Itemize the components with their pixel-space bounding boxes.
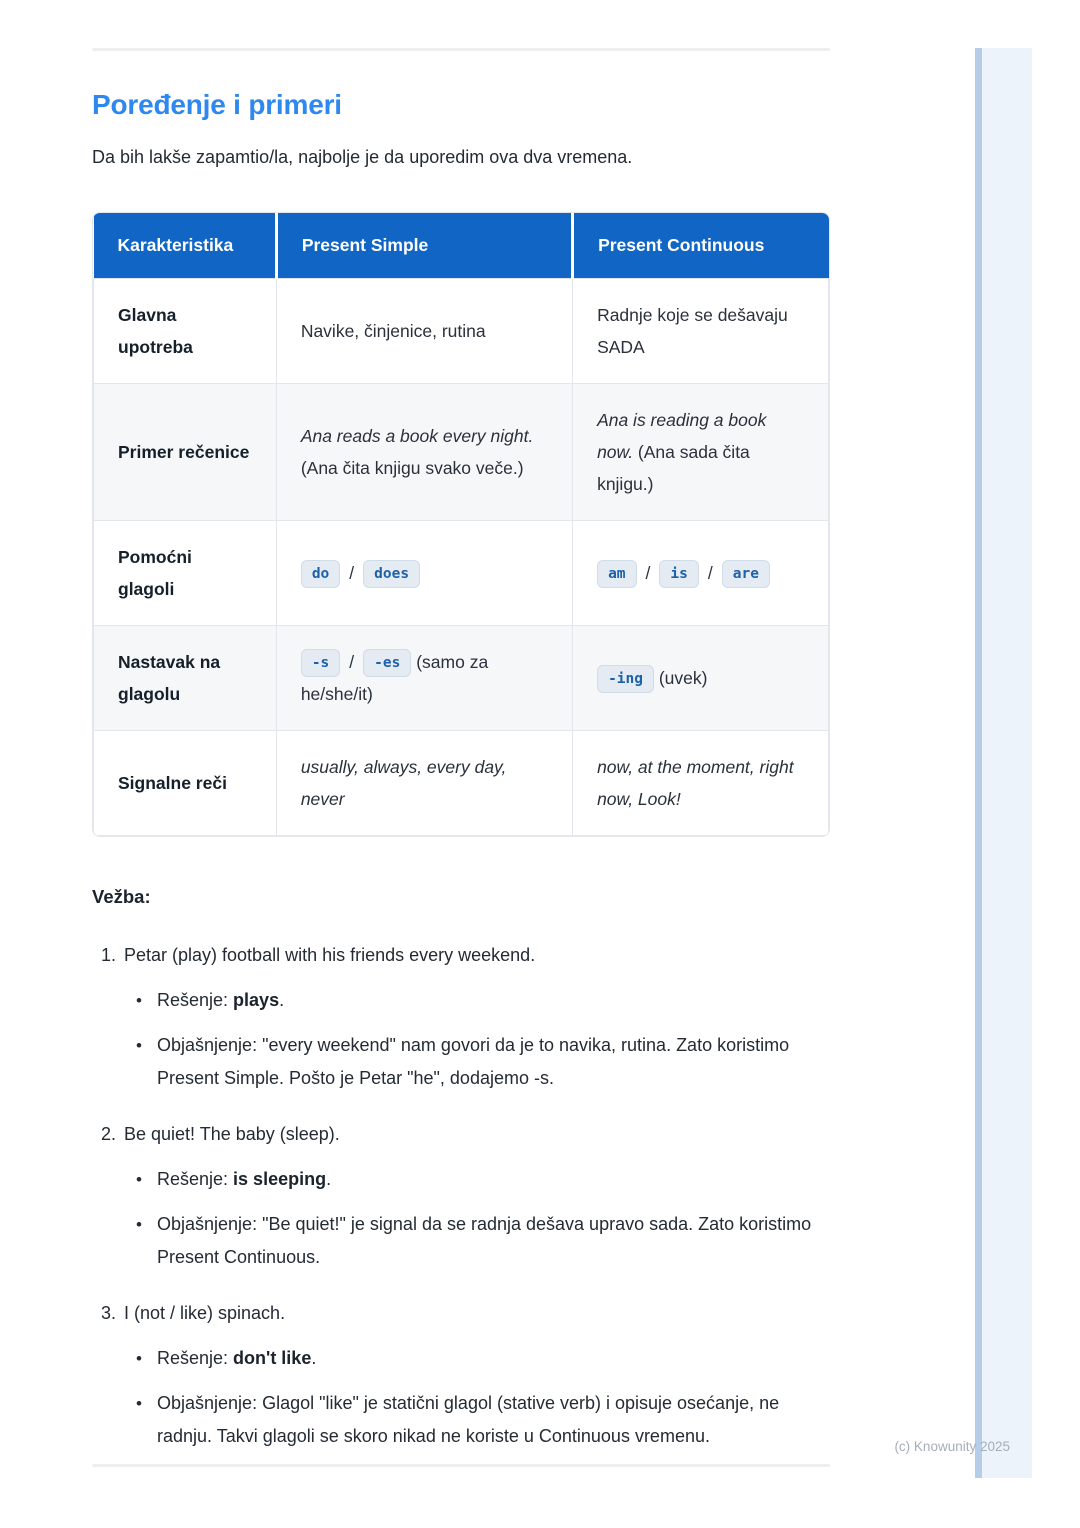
explanation-text: Objašnjenje: "Be quiet!" je signal da se radnja dešava upravo sada. Zato koristimo Present Continuous. — [157, 1214, 812, 1267]
row-label-cell: Glavna upotreba — [94, 279, 277, 384]
bullet-icon: • — [136, 1349, 142, 1368]
cell-text: (uvek) — [653, 668, 708, 688]
solution-line — [92, 984, 830, 1017]
comparison-table-body — [94, 279, 829, 836]
bullet-icon: • — [136, 1036, 142, 1055]
solution-line — [92, 1163, 830, 1196]
side-panel — [982, 48, 1032, 1478]
header-cell-karakteristika: Karakteristika — [94, 213, 277, 279]
code-chip: do — [301, 560, 340, 588]
solution-prefix: Rešenje: — [157, 990, 234, 1010]
header-cell-present-simple: Present Simple — [276, 213, 572, 279]
explanation-line — [92, 1029, 830, 1095]
question-number: 1. — [101, 945, 117, 965]
present-continuous-cell — [573, 521, 829, 626]
solution-text — [157, 1163, 331, 1196]
question-row — [92, 1118, 830, 1151]
explanation-line — [92, 1387, 830, 1453]
example-italic-text: now, at the moment, right now, Look! — [597, 757, 794, 809]
present-continuous-cell — [573, 384, 829, 521]
code-chip: -es — [363, 649, 411, 677]
exercise-item — [92, 1118, 830, 1274]
solution-value: is sleeping — [233, 1169, 327, 1189]
code-chip: are — [722, 560, 770, 588]
chip-separator: / — [645, 563, 651, 583]
question-text: Be quiet! The baby (sleep). — [124, 1124, 340, 1144]
question-number: 3. — [101, 1303, 117, 1323]
code-chip: is — [659, 560, 698, 588]
table-row — [94, 626, 829, 731]
bullet-icon: • — [136, 1215, 142, 1234]
intro-paragraph: Da bih lakše zapamtio/la, najbolje je da uporedim ova dva vremena. — [92, 147, 633, 167]
row-label-cell: Nastavak na glagolu — [94, 626, 277, 731]
present-simple-cell — [276, 626, 572, 731]
example-italic-text: Ana is reading a book now. — [597, 410, 767, 462]
row-label-cell: Pomoćni glagoli — [94, 521, 277, 626]
code-chip: does — [363, 560, 420, 588]
present-continuous-cell — [573, 626, 829, 731]
cell-text: Radnje koje se dešavaju SADA — [597, 305, 788, 357]
solution-text — [157, 1342, 316, 1375]
question-text: Petar (play) football with his friends every weekend. — [124, 945, 536, 965]
code-chip: -s — [301, 649, 340, 677]
bullet-icon: • — [136, 1394, 142, 1413]
table-row — [94, 521, 829, 626]
solution-text — [157, 984, 284, 1017]
solution-line — [92, 1342, 830, 1375]
present-simple-cell — [276, 521, 572, 626]
question-row — [92, 1297, 830, 1330]
explanation-line — [92, 1208, 830, 1274]
exercise-item — [92, 1297, 830, 1453]
present-simple-cell — [276, 384, 572, 521]
present-continuous-cell — [573, 731, 829, 836]
table-row — [94, 279, 829, 384]
chip-separator: / — [349, 563, 355, 583]
present-continuous-cell — [573, 279, 829, 384]
scrollbar-thumb[interactable] — [975, 48, 982, 1478]
solution-suffix: . — [279, 990, 285, 1010]
present-simple-cell — [276, 279, 572, 384]
cell-text: Navike, činjenice, rutina — [300, 321, 486, 341]
document-page — [92, 0, 830, 1453]
comparison-table — [93, 213, 829, 836]
solution-prefix: Rešenje: — [157, 1348, 234, 1368]
present-simple-cell — [276, 731, 572, 836]
table-header-row — [94, 213, 829, 279]
bottom-divider — [92, 1464, 830, 1467]
chip-separator: / — [349, 652, 355, 672]
table-row — [94, 731, 829, 836]
solution-prefix: Rešenje: — [157, 1169, 234, 1189]
bullet-icon: • — [136, 991, 142, 1010]
question-number: 2. — [101, 1124, 117, 1144]
code-chip: -ing — [597, 665, 654, 693]
question-row — [92, 939, 830, 972]
explanation-text: Objašnjenje: "every weekend" nam govori da je to navika, rutina. Zato koristimo Present Simple. Pošto je Petar "he", dodajemo -s. — [157, 1035, 790, 1088]
row-label-cell: Primer rečenice — [94, 384, 277, 521]
example-italic-text: Ana reads a book every night. — [300, 426, 534, 446]
chip-separator: / — [707, 563, 713, 583]
cell-text: (Ana čita knjigu svako veče.) — [300, 458, 524, 478]
exercise-heading: Vežba: — [92, 886, 151, 907]
table-row — [94, 384, 829, 521]
explanation-text: Objašnjenje: Glagol "like" je statični glagol (stative verb) i opisuje osećanje, ne radnju. Takvi glagoli se skoro nikad ne koriste u Continuous vremenu. — [157, 1393, 780, 1446]
comparison-table-wrapper — [92, 212, 830, 837]
solution-suffix: . — [311, 1348, 317, 1368]
example-italic-text: usually, always, every day, never — [300, 757, 507, 809]
exercise-item — [92, 939, 830, 1095]
header-cell-present-continuous: Present Continuous — [573, 213, 829, 279]
row-label-cell: Signalne reči — [94, 731, 277, 836]
solution-value: plays — [233, 990, 280, 1010]
bullet-icon: • — [136, 1170, 142, 1189]
solution-suffix: . — [326, 1169, 332, 1189]
question-text: I (not / like) spinach. — [124, 1303, 286, 1323]
footer-copyright: (c) Knowunity 2025 — [894, 1439, 1010, 1454]
page-title: Poređenje i primeri — [92, 89, 342, 120]
code-chip: am — [597, 560, 636, 588]
cell-text: (Ana sada čita knjigu.) — [597, 442, 750, 494]
exercise-list — [92, 939, 830, 1453]
top-divider — [92, 48, 830, 51]
cell-text: (samo za he/she/it) — [300, 652, 489, 704]
solution-value: don't like — [233, 1348, 312, 1368]
